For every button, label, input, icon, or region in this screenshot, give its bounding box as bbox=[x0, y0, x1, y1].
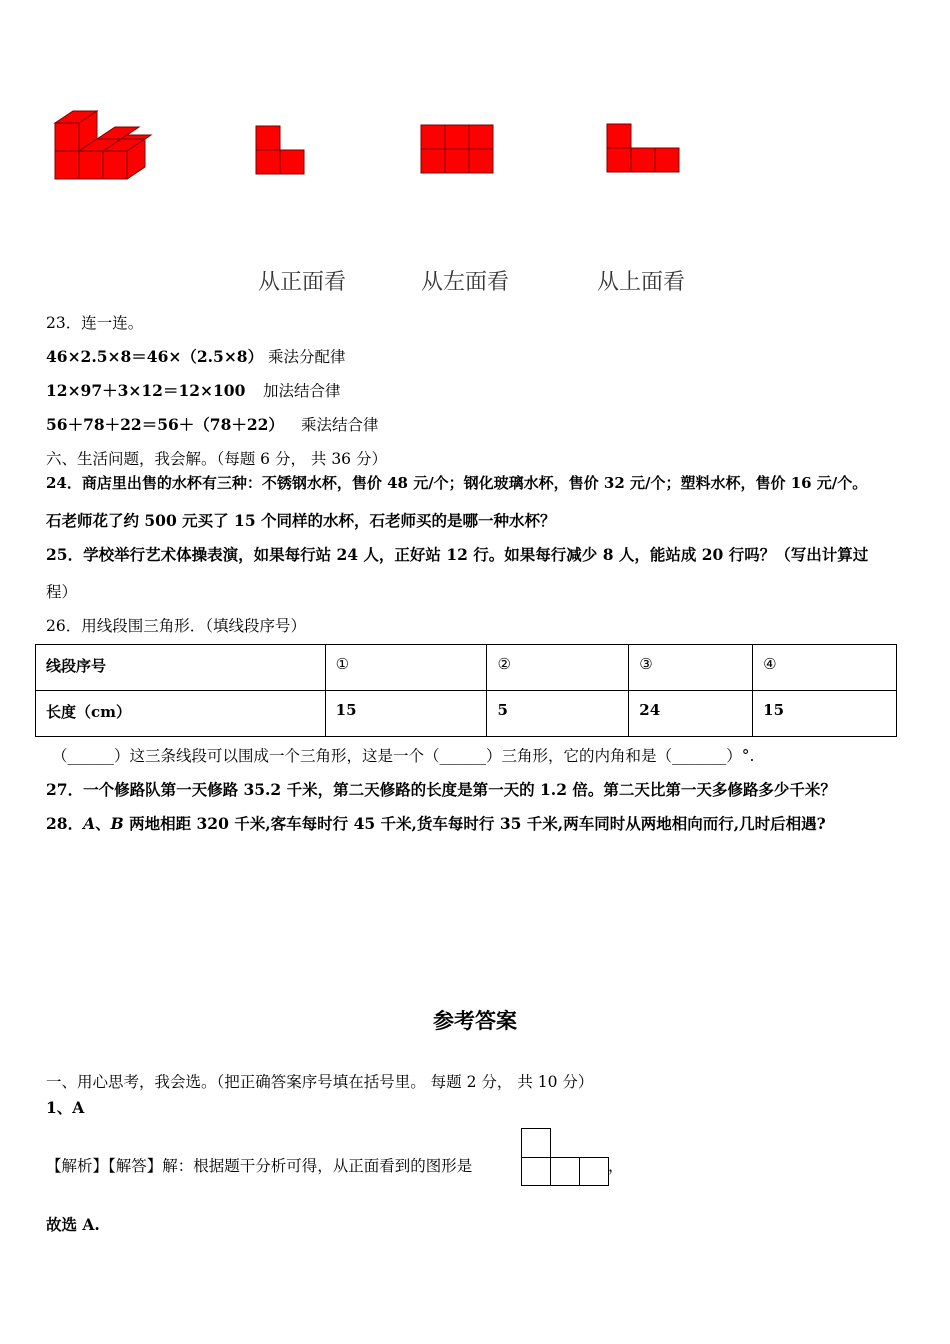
segment-length-row bbox=[36, 691, 897, 737]
segment-header-row bbox=[36, 645, 897, 691]
cube-solid-drawing bbox=[50, 105, 155, 185]
segment-id-2: ② bbox=[487, 645, 629, 691]
q26-title: 26．用线段围三角形．（填线段序号） bbox=[46, 617, 306, 635]
q23-expr-3: 56＋78＋22＝56＋（78＋22） bbox=[46, 415, 284, 434]
q23-title: 23．连一连。 bbox=[46, 314, 144, 332]
segment-id-3: ③ bbox=[629, 645, 753, 691]
q28-point-b: B bbox=[110, 814, 124, 833]
segment-id-1: ① bbox=[325, 645, 487, 691]
q25-line-1: 25．学校举行艺术体操表演，如果每行站 24 人，正好站 12 行。如果每行减少 8 人，能站成 20 行吗？（写出计算过 bbox=[46, 545, 869, 564]
segment-id-4: ④ bbox=[753, 645, 897, 691]
q28-rest: 两地相距 320 千米,客车每时行 45 千米,货车每时行 35 千米,两车同时从两地相向而行,几时后相遇? bbox=[123, 814, 826, 833]
q26-fill-blanks: （______）这三条线段可以围成一个三角形，这是一个（______）三角形，它的内角和是（_______）°. bbox=[52, 747, 755, 765]
q28-point-a: A bbox=[83, 814, 96, 833]
left-view-figure bbox=[420, 124, 494, 178]
segment-length-2: 5 bbox=[487, 691, 629, 737]
segment-length-1: 15 bbox=[325, 691, 487, 737]
segment-length-label: 长度（cm） bbox=[36, 691, 326, 737]
left-view-drawing bbox=[420, 124, 494, 174]
view-label-top: 从上面看 bbox=[597, 270, 686, 295]
top-view-figure bbox=[606, 123, 680, 177]
answer-conclusion: 故选 A. bbox=[46, 1215, 100, 1234]
q24-line-1: 24．商店里出售的水杯有三种：不锈钢水杯，售价 48 元/个；钢化玻璃水杯，售价 32 元/个；塑料水杯，售价 16 元/个。 bbox=[46, 474, 868, 492]
answer-front-view-figure bbox=[520, 1127, 610, 1191]
q23-law-2: 加法结合律 bbox=[263, 382, 341, 400]
q24-line-2: 石老师花了约 500 元买了 15 个同样的水杯，石老师买的是哪一种水杯？ bbox=[46, 511, 556, 530]
q23-law-1: 乘法分配律 bbox=[268, 348, 346, 366]
answer-title: 参考答案 bbox=[433, 1009, 517, 1033]
cube-figure bbox=[50, 105, 155, 185]
answer-comma: ， bbox=[608, 1157, 624, 1175]
section-6-heading: 六、生活问题，我会解。（每题 6 分， 共 36 分） bbox=[46, 450, 387, 468]
q28-text bbox=[46, 812, 826, 834]
answer-item-1: 1、A bbox=[46, 1098, 85, 1117]
segment-header-label: 线段序号 bbox=[36, 645, 326, 691]
answer-analysis: 【解析】【解答】解：根据题干分析可得，从正面看到的图形是 bbox=[46, 1157, 473, 1175]
q28-separator: 、 bbox=[95, 814, 111, 833]
view-label-front: 从正面看 bbox=[258, 270, 347, 295]
q23-expr-1: 46×2.5×8＝46×（2.5×8） bbox=[46, 347, 264, 366]
front-view-drawing bbox=[255, 125, 305, 175]
q23-expr-2: 12×97＋3×12＝12×100 bbox=[46, 381, 246, 400]
front-view-figure bbox=[255, 125, 305, 179]
q27-text: 27．一个修路队第一天修路 35.2 千米，第二天修路的长度是第一天的 1.2 倍。第二天比第一天多修路多少千米？ bbox=[46, 780, 836, 799]
segment-table bbox=[35, 644, 897, 737]
answer-section-1: 一、用心思考，我会选。（把正确答案序号填在括号里。 每题 2 分， 共 10 分） bbox=[46, 1073, 594, 1091]
q25-line-2: 程） bbox=[46, 583, 78, 601]
view-label-left: 从左面看 bbox=[421, 270, 510, 295]
answer-front-view-drawing bbox=[520, 1127, 610, 1187]
segment-length-3: 24 bbox=[629, 691, 753, 737]
segment-length-4: 15 bbox=[753, 691, 897, 737]
top-view-drawing bbox=[606, 123, 680, 173]
q28-number: 28． bbox=[46, 814, 84, 833]
q23-law-3: 乘法结合律 bbox=[301, 416, 379, 434]
